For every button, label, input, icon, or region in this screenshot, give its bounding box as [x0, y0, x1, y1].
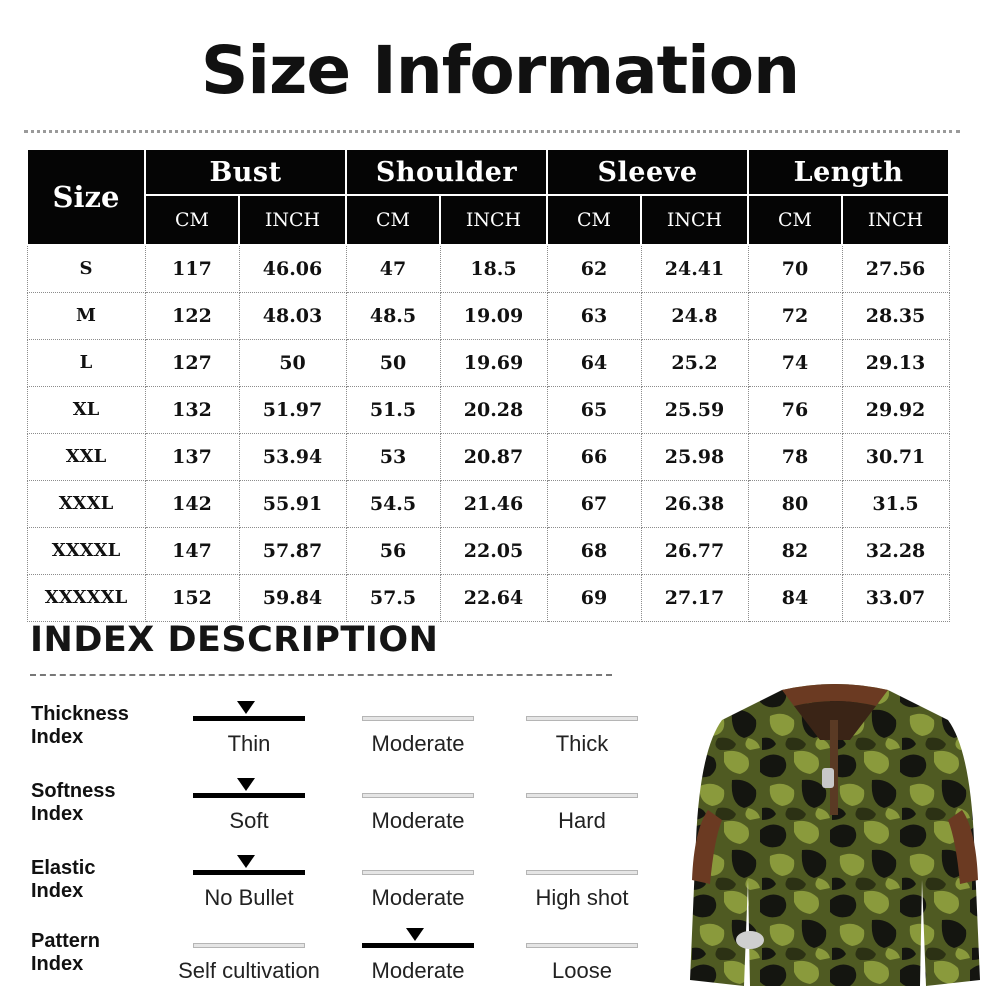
measurement-cell: 29.13	[842, 339, 949, 386]
measurement-cell: 152	[145, 574, 239, 621]
size-label-cell: M	[27, 292, 145, 339]
index-label-line: Thickness	[31, 703, 129, 725]
index-option	[526, 703, 638, 773]
measurement-cell: 18.5	[440, 245, 547, 292]
unit-header: INCH	[239, 195, 346, 245]
measurement-cell: 33.07	[842, 574, 949, 621]
measurement-cell: 80	[748, 480, 842, 527]
measurement-cell: 78	[748, 433, 842, 480]
size-label-cell: XXXL	[27, 480, 145, 527]
measurement-cell: 50	[239, 339, 346, 386]
measurement-cell: 47	[346, 245, 440, 292]
index-option-label: Soft	[229, 808, 269, 833]
index-option	[526, 780, 638, 850]
index-scale-bar	[193, 716, 305, 721]
index-description-title: INDEX DESCRIPTION	[30, 620, 439, 660]
camo-zip-pullover-image	[690, 680, 980, 990]
measurement-cell: 27.56	[842, 245, 949, 292]
measurement-cell: 54.5	[346, 480, 440, 527]
sleeve-group-header: Sleeve	[547, 149, 748, 195]
index-option	[193, 857, 305, 927]
unit-header: INCH	[842, 195, 949, 245]
index-scale-bar	[526, 870, 638, 875]
measurement-cell: 53.94	[239, 433, 346, 480]
measurement-cell: 25.98	[641, 433, 748, 480]
index-option-label: Moderate	[371, 885, 465, 910]
index-option	[362, 780, 474, 850]
index-option	[526, 857, 638, 927]
measurement-cell: 21.46	[440, 480, 547, 527]
measurement-cell: 27.17	[641, 574, 748, 621]
measurement-cell: 28.35	[842, 292, 949, 339]
measurement-cell: 132	[145, 386, 239, 433]
measurement-cell: 82	[748, 527, 842, 574]
index-option-label: Moderate	[371, 731, 465, 756]
size-label-cell: XXXXXL	[27, 574, 145, 621]
measurement-cell: 84	[748, 574, 842, 621]
measurement-cell: 63	[547, 292, 641, 339]
bust-group-header: Bust	[145, 149, 346, 195]
index-option-label: No Bullet	[204, 885, 294, 910]
unit-header: INCH	[440, 195, 547, 245]
index-scale-bar	[362, 793, 474, 798]
index-option-label: Moderate	[371, 808, 465, 833]
measurement-cell: 62	[547, 245, 641, 292]
measurement-cell: 24.8	[641, 292, 748, 339]
measurement-cell: 32.28	[842, 527, 949, 574]
unit-header: CM	[145, 195, 239, 245]
measurement-cell: 65	[547, 386, 641, 433]
measurement-cell: 127	[145, 339, 239, 386]
index-scale-bar	[526, 793, 638, 798]
table-row	[27, 339, 949, 386]
measurement-cell: 56	[346, 527, 440, 574]
index-option	[362, 930, 474, 1000]
index-option-label: High shot	[535, 885, 629, 910]
measurement-cell: 48.5	[346, 292, 440, 339]
measurement-cell: 69	[547, 574, 641, 621]
table-row	[27, 480, 949, 527]
index-label-line: Softness	[31, 780, 116, 802]
measurement-cell: 25.2	[641, 339, 748, 386]
measurement-cell: 68	[547, 527, 641, 574]
measurement-cell: 46.06	[239, 245, 346, 292]
size-label-cell: XXXXL	[27, 527, 145, 574]
measurement-cell: 50	[346, 339, 440, 386]
size-label-cell: XXL	[27, 433, 145, 480]
index-scale-bar	[526, 943, 638, 948]
measurement-cell: 19.69	[440, 339, 547, 386]
index-option	[178, 930, 320, 1000]
table-row	[27, 433, 949, 480]
size-chart-table	[26, 148, 950, 622]
measurement-cell: 137	[145, 433, 239, 480]
index-row	[0, 780, 700, 852]
index-label-line: Index	[31, 953, 84, 975]
index-option	[526, 930, 638, 1000]
measurement-cell: 74	[748, 339, 842, 386]
shoulder-group-header: Shoulder	[346, 149, 547, 195]
index-label-line: Elastic	[31, 857, 96, 879]
index-option	[193, 780, 305, 850]
index-label	[31, 857, 171, 903]
size-table-body	[27, 245, 949, 621]
measurement-cell: 57.87	[239, 527, 346, 574]
index-label-line: Index	[31, 803, 84, 825]
size-label-cell: S	[27, 245, 145, 292]
measurement-cell: 22.05	[440, 527, 547, 574]
index-label-line: Index	[31, 880, 84, 902]
measurement-cell: 72	[748, 292, 842, 339]
index-divider	[30, 674, 612, 676]
measurement-cell: 53	[346, 433, 440, 480]
selected-marker-icon	[237, 778, 255, 791]
measurement-cell: 30.71	[842, 433, 949, 480]
index-label	[31, 930, 171, 976]
size-label-cell: XL	[27, 386, 145, 433]
index-scale-bar	[193, 943, 305, 948]
measurement-cell: 142	[145, 480, 239, 527]
table-row	[27, 527, 949, 574]
table-row	[27, 386, 949, 433]
measurement-cell: 64	[547, 339, 641, 386]
index-option-label: Thick	[555, 731, 609, 756]
index-option-label: Moderate	[371, 958, 465, 983]
index-option-label: Self cultivation	[178, 958, 320, 983]
selected-marker-icon	[237, 855, 255, 868]
unit-header: CM	[547, 195, 641, 245]
index-option	[362, 857, 474, 927]
index-label	[31, 703, 171, 749]
measurement-cell: 19.09	[440, 292, 547, 339]
measurement-cell: 25.59	[641, 386, 748, 433]
index-option-label: Loose	[552, 958, 612, 983]
index-scale-bar	[362, 943, 474, 948]
index-scale-bar	[526, 716, 638, 721]
measurement-cell: 20.28	[440, 386, 547, 433]
index-scale-bar	[362, 716, 474, 721]
index-option-label: Thin	[227, 731, 271, 756]
measurement-cell: 51.97	[239, 386, 346, 433]
measurement-cell: 48.03	[239, 292, 346, 339]
unit-header: CM	[346, 195, 440, 245]
measurement-cell: 70	[748, 245, 842, 292]
measurement-cell: 76	[748, 386, 842, 433]
measurement-cell: 22.64	[440, 574, 547, 621]
measurement-cell: 67	[547, 480, 641, 527]
selected-marker-icon	[406, 928, 424, 941]
page-title: Size Information	[200, 32, 800, 109]
index-row	[0, 930, 700, 1000]
title-divider	[24, 130, 960, 133]
index-label-line: Index	[31, 726, 84, 748]
index-scale-bar	[362, 870, 474, 875]
measurement-cell: 66	[547, 433, 641, 480]
length-group-header: Length	[748, 149, 949, 195]
unit-header: CM	[748, 195, 842, 245]
index-option	[193, 703, 305, 773]
index-label-line: Pattern	[31, 930, 100, 952]
measurement-cell: 26.77	[641, 527, 748, 574]
measurement-cell: 24.41	[641, 245, 748, 292]
index-row	[0, 857, 700, 929]
measurement-cell: 122	[145, 292, 239, 339]
measurement-cell: 29.92	[842, 386, 949, 433]
unit-header: INCH	[641, 195, 748, 245]
index-scale-bar	[193, 793, 305, 798]
selected-marker-icon	[237, 701, 255, 714]
table-row	[27, 245, 949, 292]
measurement-cell: 57.5	[346, 574, 440, 621]
measurement-cell: 55.91	[239, 480, 346, 527]
size-column-header: Size	[27, 149, 145, 245]
index-row	[0, 703, 700, 775]
measurement-cell: 20.87	[440, 433, 547, 480]
index-scale-bar	[193, 870, 305, 875]
index-option-label: Hard	[558, 808, 606, 833]
measurement-cell: 31.5	[842, 480, 949, 527]
measurement-cell: 147	[145, 527, 239, 574]
size-label-cell: L	[27, 339, 145, 386]
index-label	[31, 780, 171, 826]
measurement-cell: 117	[145, 245, 239, 292]
measurement-cell: 51.5	[346, 386, 440, 433]
measurement-cell: 26.38	[641, 480, 748, 527]
index-option	[362, 703, 474, 773]
table-row	[27, 574, 949, 621]
table-row	[27, 292, 949, 339]
measurement-cell: 59.84	[239, 574, 346, 621]
